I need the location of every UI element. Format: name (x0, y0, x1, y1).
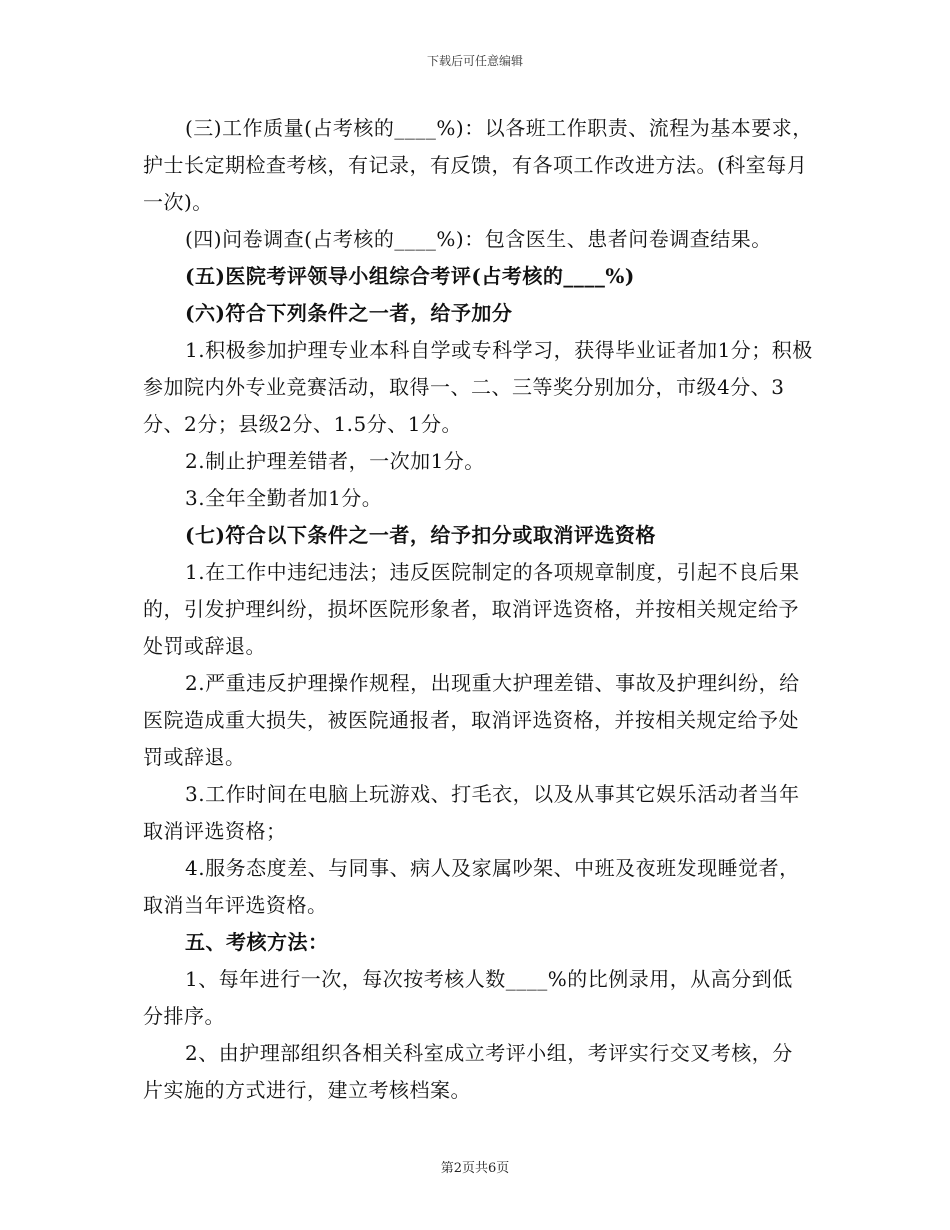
list-item-penalty-1: 1.在工作中违纪违法；违反医院制定的各项规章制度，引起不良后果的，引发护理纠纷，损坏医院形象者，取消评选资格，并按相关规定给予处罚或辞退。 (143, 560, 800, 658)
list-item-method-1: 1、每年进行一次，每次按考核人数____%的比例录用，从高分到低分排序。 (143, 967, 793, 1028)
paragraph-work-quality: (三)工作质量(占考核的____%)：以各班工作职责、流程为基本要求，护士长定期检查考核，有记录，有反馈，有各项工作改进方法。(科室每月一次)。 (143, 116, 813, 214)
list-item-bonus-3: 3.全年全勤者加1分。 (185, 486, 383, 510)
list-item-bonus-1: 1.积极参加护理专业本科自学或专科学习，获得毕业证者加1分；积极参加院内外专业竞赛活动，取得一、二、三等奖分别加分，市级4分、3分、2分；县级2分、1.5分、1分。 (143, 338, 813, 436)
list-item-method-2: 2、由护理部组织各相关科室成立考评小组，考评实行交叉考核，分片实施的方式进行，建立考核档案。 (143, 1041, 793, 1102)
heading-bonus-conditions: (六)符合下列条件之一者，给予加分 (185, 301, 513, 325)
list-item-penalty-3: 3.工作时间在电脑上玩游戏、打毛衣，以及从事其它娱乐活动者当年取消评选资格； (143, 782, 800, 843)
list-item-penalty-4: 4.服务态度差、与同事、病人及家属吵架、中班及夜班发现睡觉者，取消当年评选资格。 (143, 856, 800, 917)
page-footer: 第2页共6页 (440, 1161, 510, 1176)
paragraph-questionnaire: (四)问卷调查(占考核的____%)：包含医生、患者问卷调查结果。 (185, 227, 772, 251)
heading-committee-review: (五)医院考评领导小组综合考评(占考核的____%) (185, 264, 635, 288)
list-item-penalty-2: 2.严重违反护理操作规程，出现重大护理差错、事故及护理纠纷，给医院造成重大损失，被医院通报者，取消评选资格，并按相关规定给予处罚或辞退。 (143, 671, 800, 769)
document-body (143, 110, 813, 1109)
heading-penalty-conditions: (七)符合以下条件之一者，给予扣分或取消评选资格 (185, 523, 656, 547)
list-item-bonus-2: 2.制止护理差错者，一次加1分。 (185, 449, 485, 473)
page-header: 下载后可任意编辑 (426, 54, 523, 68)
heading-assessment-method: 五、考核方法： (185, 930, 329, 954)
